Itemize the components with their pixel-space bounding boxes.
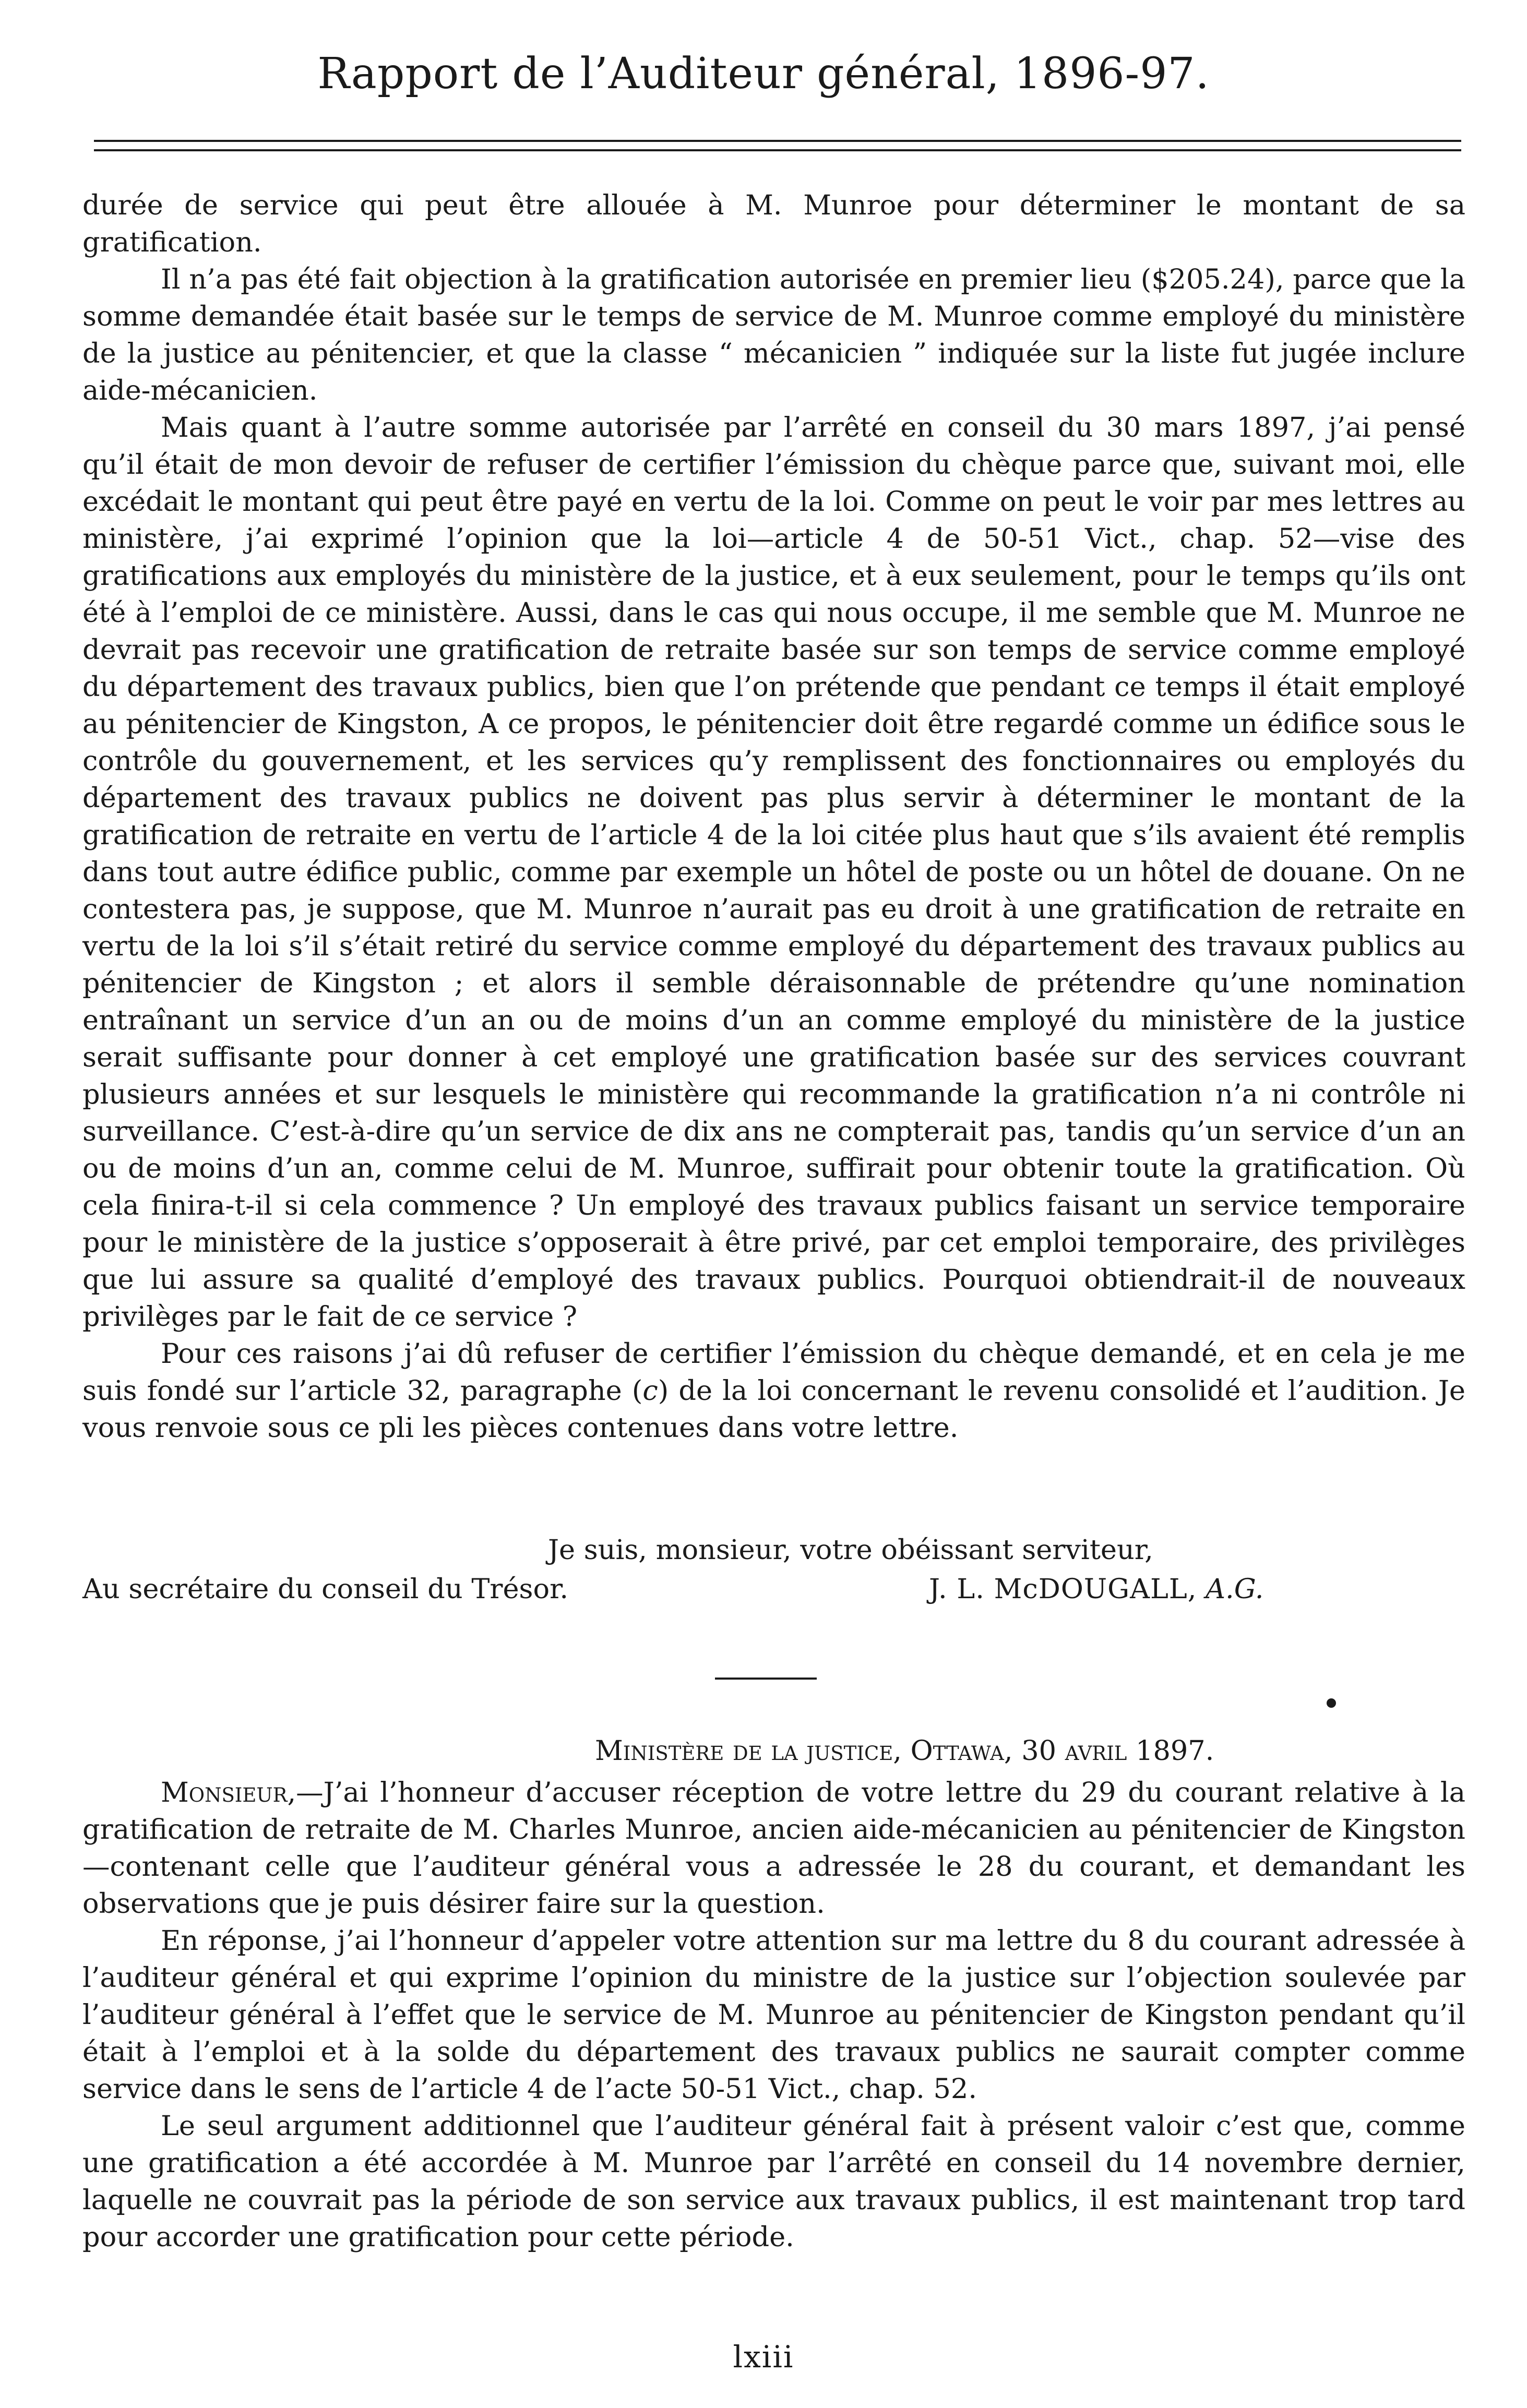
bullet-mark xyxy=(1327,1698,1336,1708)
letter-1-body xyxy=(82,187,1465,1446)
paragraph: Il n’a pas été fait objection à la gratification autorisée en premier lieu ($205.24), parce que la somme demandée était basée sur le temps de service de M. Munroe comme employé du ministère de la justice au pénitencier, et que la classe “ mécanicien ” indiquée sur la liste fut jugée inclure aide-mécanicien. xyxy=(82,263,1465,406)
running-header: Rapport de l’Auditeur général, 1896-97. xyxy=(317,49,1210,99)
header-double-rule xyxy=(94,140,1461,151)
paragraph xyxy=(82,1774,1465,1922)
paragraph-text: Pour ces raisons j’ai dû refuser de certifier l’émission du chèque demandé, et en cela je me suis fondé sur l’article 32, paragraphe ( xyxy=(82,1338,1465,1407)
letter-addressee: Au secrétaire du conseil du Trésor. xyxy=(82,1573,569,1605)
letter-closing: Je suis, monsieur, votre obéissant serviteur, xyxy=(548,1534,1153,1566)
salutation: Monsieur, xyxy=(161,1777,296,1808)
paragraph: En réponse, j’ai l’honneur d’appeler votre attention sur ma lettre du 8 du courant adressée à l’auditeur général et qui exprime l’opinion du ministre de la justice sur l’objection soulevée par l’auditeur général à l’effet que le service de M. Munroe au pénitencier de Kingston pendant qu’il était à l’emploi et à la solde du département des travaux publics ne saurait compter comme service dans le sens de l’article 4 de l’acte 50-51 Vict., chap. 52. xyxy=(82,1925,1465,2105)
page-number: lxiii xyxy=(733,2339,794,2375)
paragraph: Mais quant à l’autre somme autorisée par l’arrêté en conseil du 30 mars 1897, j’ai pensé qu’il était de mon devoir de refuser de certifier l’émission du chèque parce que, suivant moi, elle excédait le montant qui peut être payé en vertu de la loi. Comme on peut le voir par mes lettres au ministère, j’ai exprimé l’opinion que la loi—article 4 de 50-51 Vict., chap. 52—vise des gratifications aux employés du ministère de la justice, et à eux seulement, pour le temps qu’ils ont été à l’emploi de ce ministère. Aussi, dans le cas qui nous occupe, il me semble que M. Munroe ne devrait pas recevoir une gratification de retraite basée sur son temps de service comme employé du département des travaux publics, bien que l’on prétende que pendant ce temps il était employé au pénitencier de Kingston, A ce propos, le pénitencier doit être regardé comme un édifice sous le contrôle du gouvernement, et les services qu’y remplissent des fonctionnaires ou employés du département des travaux publics ne doivent pas plus servir à déterminer le montant de la gratification de retraite en vertu de l’article 4 de la loi citée plus haut que s’ils avaient été remplis dans tout autre édifice public, comme par exemple un hôtel de poste ou un hôtel de douane. On ne contestera pas, je suppose, que M. Munroe n’aurait pas eu droit à une gratification de retraite en vertu de la loi s’il s’était retiré du service comme employé du département des travaux publics au pénitencier de Kingston ; et alors il semble déraisonnable de prétendre qu’une nomination entraînant un service d’un an ou de moins d’un an comme employé du ministère de la justice serait suffisante pour donner à cet employé une gratification basée sur des services couvrant plusieurs années et sur lesquels le ministère qui recommande la gratification n’a ni contrôle ni surveillance. C’est-à-dire qu’un service de dix ans ne compterait pas, tandis qu’un service d’un an ou de moins d’un an, comme celui de M. Munroe, suffirait pour obtenir toute la gratification. Où cela finira-t-il si cela commence ? Un employé des travaux publics faisant un service temporaire pour le ministère de la justice s’opposerait à être privé, par cet emploi temporaire, des privilèges que lui assure sa qualité d’employé des travaux publics. Pourquoi obtiendrait-il de nouveaux privilèges par le fait de ce service ? xyxy=(82,412,1465,1333)
paragraph-text: —J’ai l’honneur d’accuser réception de votre lettre du 29 du courant relative à la gratification de retraite de M. Charles Munroe, ancien aide-mécanicien au pénitencier de Kingston—contenant celle que l’auditeur général vous a adressée le 28 du courant, et demandant les observations que je puis désirer faire sur la question. xyxy=(82,1777,1465,1920)
section-separator xyxy=(715,1678,817,1680)
letter-2-body xyxy=(82,1774,1465,2256)
paragraph-letter: c xyxy=(642,1375,658,1407)
paragraph: durée de service qui peut être allouée à M. Munroe pour déterminer le montant de sa gratification. xyxy=(82,189,1465,258)
paragraph xyxy=(82,1335,1465,1446)
signature-title: A.G. xyxy=(1206,1573,1264,1605)
signature-name: J. L. McDOUGALL, xyxy=(929,1573,1197,1605)
letter-signature xyxy=(929,1571,1263,1608)
paragraph-text: ) de la loi concernant le revenu consolidé et l’audition. Je vous renvoie sous ce pli les pièces contenues dans votre lettre. xyxy=(82,1375,1466,1444)
letter-2-heading: Ministère de la justice, Ottawa, 30 avril 1897. xyxy=(595,1735,1214,1767)
paragraph: Le seul argument additionnel que l’auditeur général fait à présent valoir c’est que, comme une gratification a été accordée à M. Munroe par l’arrêté en conseil du 14 novembre dernier, laquelle ne couvrait pas la période de son service aux travaux publics, il est maintenant trop tard pour accorder une gratification pour cette période. xyxy=(82,2110,1465,2253)
